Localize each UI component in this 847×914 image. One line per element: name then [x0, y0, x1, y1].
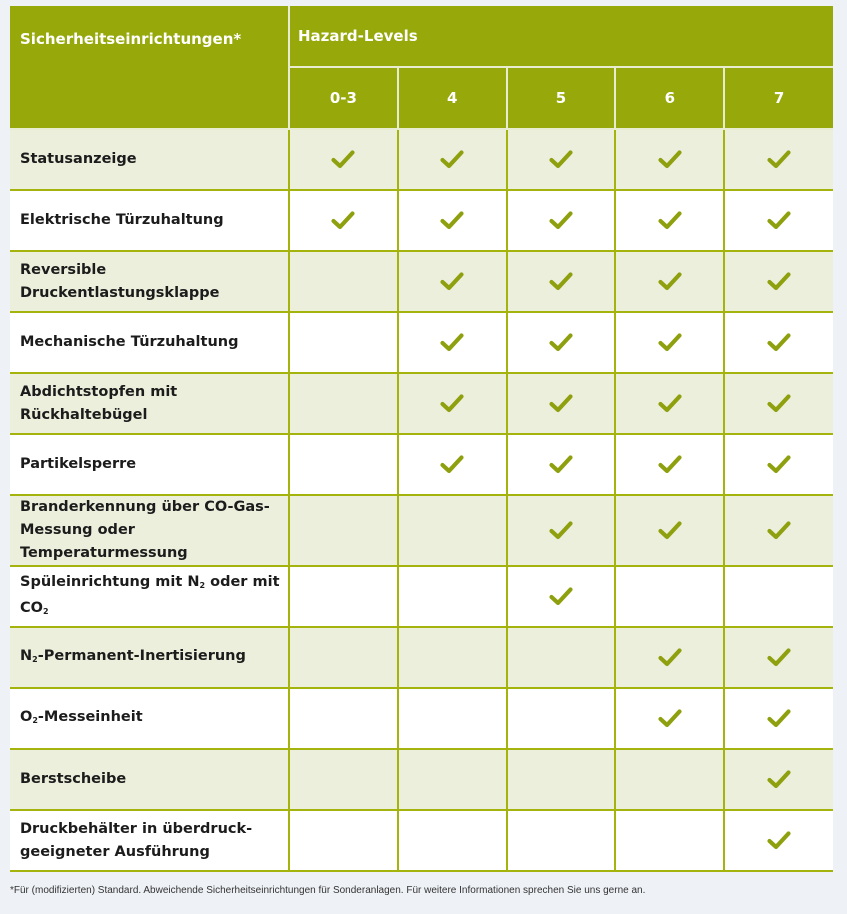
row-label: Abdichtstopfen mit Rückhaltebügel [10, 373, 289, 434]
row-label: Statusanzeige [10, 129, 289, 190]
level-header: 5 [507, 67, 616, 129]
row-label-text: oder mit CO [20, 573, 280, 616]
check-icon [767, 212, 791, 228]
level-cell [615, 312, 724, 373]
level-cell [615, 434, 724, 495]
level-cell [615, 627, 724, 688]
safety-table-container [10, 6, 833, 872]
table-row [10, 627, 833, 688]
subscript-label: 2 [199, 580, 206, 590]
check-icon [767, 649, 791, 665]
subscript-label: 2 [42, 606, 49, 616]
row-label: Reversible Druckentlastungsklappe [10, 251, 289, 312]
check-icon [767, 832, 791, 848]
level-cell [507, 129, 616, 190]
row-label: Berstscheibe [10, 749, 289, 810]
level-cell [615, 688, 724, 749]
level-cell [615, 251, 724, 312]
table-row [10, 688, 833, 749]
check-icon [440, 151, 464, 167]
check-icon [767, 710, 791, 726]
level-cell [398, 566, 507, 627]
level-cell [615, 566, 724, 627]
row-label: Druckbehälter in überdruck-geeigneter Ausführung [10, 810, 289, 871]
level-cell [398, 749, 507, 810]
check-icon [440, 395, 464, 411]
level-cell [615, 373, 724, 434]
check-icon [658, 151, 682, 167]
level-cell [289, 495, 398, 566]
level-cell [398, 434, 507, 495]
row-label: Partikelsperre [10, 434, 289, 495]
level-cell [398, 129, 507, 190]
check-icon [658, 456, 682, 472]
check-icon [440, 212, 464, 228]
level-cell [289, 373, 398, 434]
level-cell [398, 688, 507, 749]
row-label [10, 566, 289, 627]
check-icon [440, 334, 464, 350]
level-cell [615, 495, 724, 566]
table-row [10, 749, 833, 810]
row-label: Mechanische Türzuhaltung [10, 312, 289, 373]
row-label-text: N [20, 647, 33, 664]
check-icon [767, 151, 791, 167]
check-icon [549, 522, 573, 538]
check-icon [658, 710, 682, 726]
check-icon [331, 151, 355, 167]
check-icon [549, 212, 573, 228]
table-row [10, 566, 833, 627]
subscript-label: 2 [32, 654, 38, 664]
check-icon [440, 273, 464, 289]
check-icon [549, 151, 573, 167]
check-icon [658, 273, 682, 289]
level-header: 0-3 [289, 67, 398, 129]
level-cell [724, 688, 833, 749]
level-cell [507, 810, 616, 871]
check-icon [658, 522, 682, 538]
level-cell [724, 373, 833, 434]
check-icon [767, 456, 791, 472]
row-label-text: -Messeinheit [37, 708, 143, 725]
check-icon [549, 588, 573, 604]
check-icon [658, 334, 682, 350]
level-cell [724, 749, 833, 810]
level-cell [507, 312, 616, 373]
check-icon [658, 649, 682, 665]
check-icon [767, 395, 791, 411]
check-icon [767, 771, 791, 787]
level-cell [507, 373, 616, 434]
level-cell [398, 810, 507, 871]
check-icon [440, 456, 464, 472]
row-label [10, 688, 289, 749]
level-cell [507, 749, 616, 810]
check-icon [549, 395, 573, 411]
level-cell [398, 190, 507, 251]
row-label: Elektrische Türzuhaltung [10, 190, 289, 251]
level-cell [398, 373, 507, 434]
level-cell [289, 627, 398, 688]
table-row [10, 129, 833, 190]
level-cell [398, 495, 507, 566]
level-cell [724, 312, 833, 373]
check-icon [767, 334, 791, 350]
level-cell [289, 688, 398, 749]
level-cell [724, 129, 833, 190]
level-cell [507, 251, 616, 312]
level-cell [289, 566, 398, 627]
level-header: 4 [398, 67, 507, 129]
level-cell [507, 688, 616, 749]
level-cell [289, 251, 398, 312]
table-row [10, 190, 833, 251]
check-icon [549, 334, 573, 350]
safety-features-table [10, 6, 833, 872]
level-cell [507, 190, 616, 251]
level-cell [724, 495, 833, 566]
level-cell [398, 251, 507, 312]
level-cell [289, 810, 398, 871]
check-icon [331, 212, 355, 228]
check-icon [767, 522, 791, 538]
level-cell [289, 749, 398, 810]
row-label [10, 627, 289, 688]
level-cell [507, 434, 616, 495]
level-cell [615, 749, 724, 810]
row-label-text: Spüleinrichtung mit N [20, 573, 200, 590]
row-label-text: O [20, 708, 33, 725]
level-cell [724, 190, 833, 251]
level-cell [615, 129, 724, 190]
level-cell [615, 810, 724, 871]
row-label-text: -Permanent-Inertisierung [37, 647, 246, 664]
table-row [10, 810, 833, 871]
check-icon [767, 273, 791, 289]
level-cell [724, 566, 833, 627]
level-cell [289, 434, 398, 495]
check-icon [658, 395, 682, 411]
level-cell [398, 312, 507, 373]
table-row [10, 495, 833, 566]
level-cell [507, 566, 616, 627]
level-cell [289, 190, 398, 251]
column-header-hazard-levels: Hazard-Levels [289, 6, 833, 67]
level-header: 6 [615, 67, 724, 129]
footnote: *Für (modifizierten) Standard. Abweichende Sicherheitseinrichtungen für Sonderanlagen. Für weitere Informationen sprechen Sie uns gerne an. [10, 885, 646, 896]
level-cell [615, 190, 724, 251]
table-row [10, 373, 833, 434]
level-cell [724, 434, 833, 495]
level-cell [507, 495, 616, 566]
row-label: Branderkennung über CO-Gas-Messung oder Temperaturmessung [10, 495, 289, 566]
check-icon [549, 273, 573, 289]
check-icon [549, 456, 573, 472]
level-cell [724, 810, 833, 871]
level-cell [724, 627, 833, 688]
table-row [10, 312, 833, 373]
level-cell [289, 312, 398, 373]
table-row [10, 251, 833, 312]
subscript-label: 2 [32, 715, 38, 725]
level-cell [507, 627, 616, 688]
level-header: 7 [724, 67, 833, 129]
level-cell [289, 129, 398, 190]
table-row [10, 434, 833, 495]
level-cell [724, 251, 833, 312]
level-cell [398, 627, 507, 688]
column-header-features: Sicherheitseinrichtungen* [10, 6, 289, 129]
check-icon [658, 212, 682, 228]
